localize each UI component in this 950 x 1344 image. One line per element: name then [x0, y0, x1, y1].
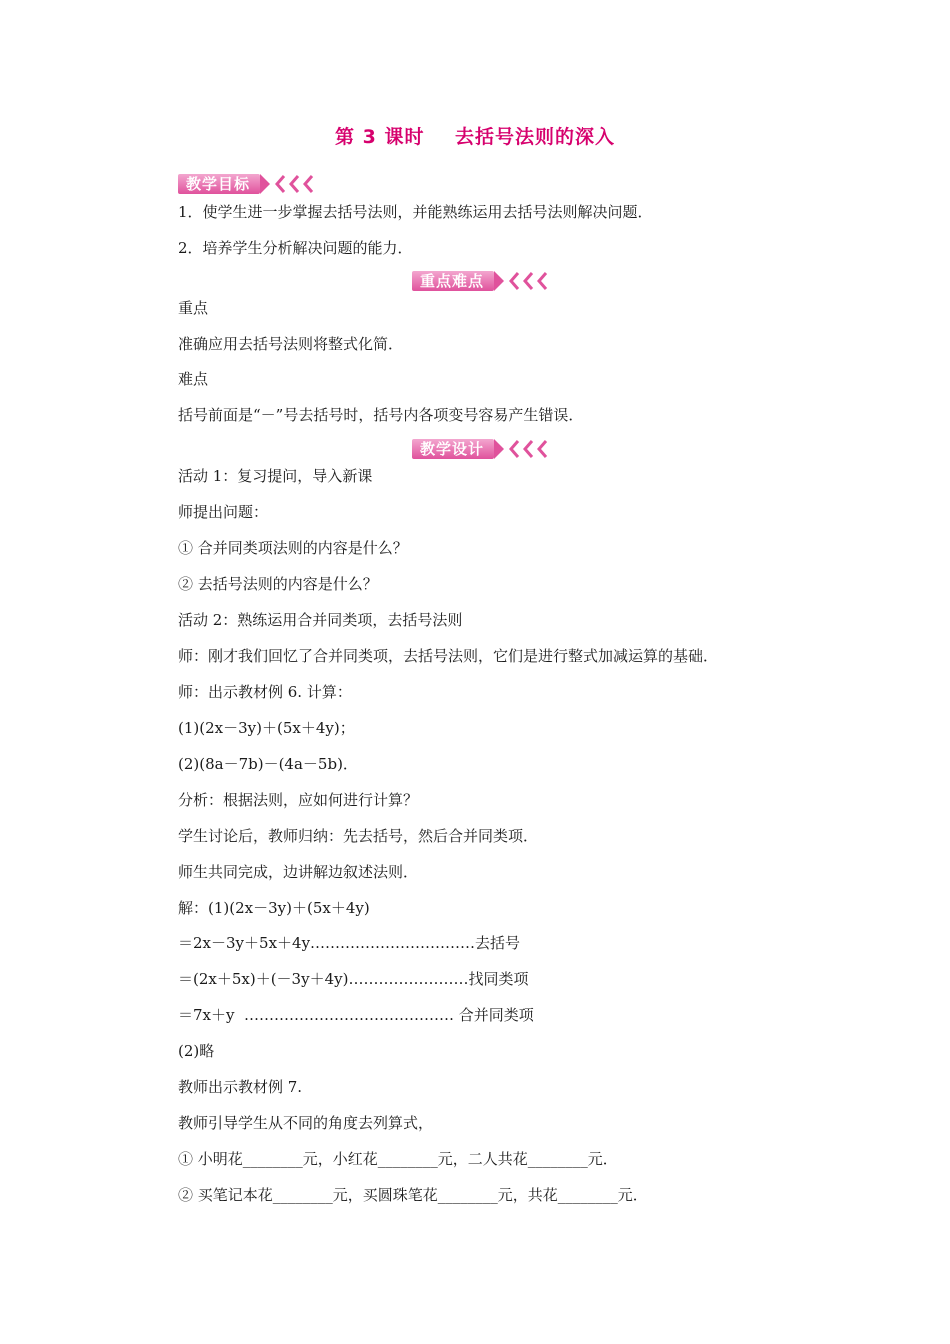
section-banner-keypoints — [412, 269, 550, 293]
text-line: 教师引导学生从不同的角度去列算式， — [178, 1114, 434, 1132]
text-line: 分析：根据法则，应如何进行计算？ — [178, 791, 419, 809]
text-line: (1)(2x－3y)＋(5x＋4y)； — [178, 719, 355, 737]
section-banner-design — [412, 437, 550, 461]
chevrons-icon — [508, 271, 550, 291]
text-line: ＝2x－3y＋5x＋4y……………………………去括号 — [178, 934, 521, 952]
text-line: ＝7x＋y …………………………………… 合并同类项 — [178, 1006, 534, 1024]
text-line: 师：刚才我们回忆了合并同类项，去括号法则，它们是进行整式加减运算的基础． — [178, 647, 719, 665]
text-line: (2)略 — [178, 1042, 215, 1060]
text-line: 师提出问题： — [178, 503, 269, 521]
section-banner-label: 教学设计 — [412, 439, 494, 459]
text-line: 难点 — [178, 370, 209, 388]
text-line: 师生共同完成，边讲解边叙述法则． — [178, 863, 419, 881]
text-line: ② 买笔记本花________元，买圆珠笔花________元，共花________元． — [178, 1186, 648, 1204]
chevrons-icon — [508, 439, 550, 459]
text-line: ＝(2x＋5x)＋(－3y＋4y)……………………找同类项 — [178, 970, 529, 988]
page-title: 第 3 课时 去括号法则的深入 — [335, 126, 615, 148]
section-banner-goals — [178, 172, 316, 196]
text-line: 括号前面是“－”号去括号时，括号内各项变号容易产生错误． — [178, 406, 584, 424]
text-line: 解：(1)(2x－3y)＋(5x＋4y) — [178, 899, 370, 917]
text-line: 2．培养学生分析解决问题的能力． — [178, 239, 413, 257]
text-line: 重点 — [178, 299, 209, 317]
text-line: ② 去括号法则的内容是什么？ — [178, 575, 378, 593]
text-line: ① 小明花________元，小红花________元，二人共花________元． — [178, 1150, 618, 1168]
text-line: (2)(8a－7b)－(4a－5b)． — [178, 755, 358, 773]
text-line: 1．使学生进一步掌握去括号法则，并能熟练运用去括号法则解决问题． — [178, 203, 653, 221]
text-line: 活动 2：熟练运用合并同类项，去括号法则 — [178, 611, 463, 629]
section-banner-label: 重点难点 — [412, 271, 494, 291]
text-line: 教师出示教材例 7. — [178, 1078, 303, 1096]
chevrons-icon — [274, 174, 316, 194]
section-banner-label: 教学目标 — [178, 174, 260, 194]
text-line: 准确应用去括号法则将整式化简． — [178, 335, 404, 353]
text-line: 活动 1：复习提问，导入新课 — [178, 467, 373, 485]
text-line: 师：出示教材例 6. 计算： — [178, 683, 352, 701]
text-line: 学生讨论后，教师归纳：先去括号，然后合并同类项． — [178, 827, 539, 845]
text-line: ① 合并同类项法则的内容是什么？ — [178, 539, 408, 557]
